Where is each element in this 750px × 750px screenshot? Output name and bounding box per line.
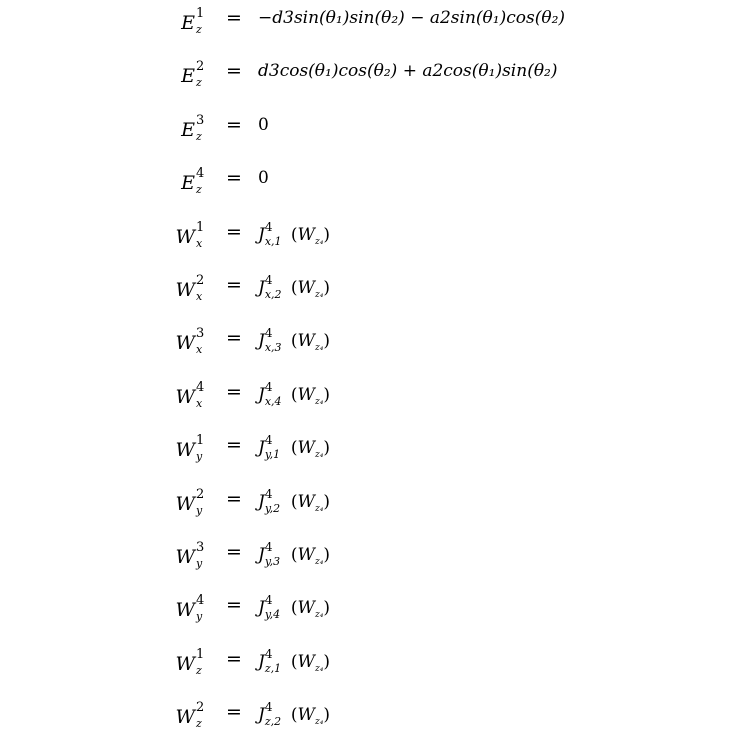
equation-row: [0, 326, 750, 366]
argument-subscript: z₄: [314, 290, 324, 300]
equals-sign: =: [226, 7, 242, 29]
argument-subscript: z₄: [314, 450, 324, 461]
open-paren: (: [290, 278, 298, 298]
jacobian-scripts: [264, 273, 291, 301]
lhs-symbol: W: [175, 706, 195, 729]
lhs-superscript: 2: [196, 486, 205, 502]
equals-sign: =: [226, 380, 242, 403]
argument-subscript: z₄: [314, 557, 324, 567]
jacobian-symbol: J: [258, 224, 265, 245]
lhs-symbol: W: [175, 439, 195, 462]
equation-rhs: [258, 647, 330, 681]
lhs-superscript: 4: [196, 593, 205, 609]
equation-row: [0, 59, 750, 99]
lhs-symbol: E: [181, 65, 195, 88]
jacobian-scripts: [264, 593, 291, 622]
equation-row: [0, 220, 750, 260]
argument-subscript: z₄: [314, 236, 324, 247]
jacobian-superscript: 4: [264, 273, 273, 287]
equation-row: [0, 540, 750, 580]
jacobian-superscript: 4: [264, 646, 273, 661]
lhs-symbol: W: [175, 279, 195, 301]
open-paren: (: [290, 545, 298, 565]
equation-row: [0, 433, 750, 473]
jacobian-scripts: [264, 433, 291, 462]
close-paren: ): [323, 278, 330, 298]
close-paren: ): [323, 491, 330, 512]
open-paren: (: [290, 384, 298, 405]
lhs-superscript: 1: [196, 646, 205, 662]
lhs-scripts: [196, 220, 210, 248]
open-paren: (: [290, 651, 298, 672]
equals-sign: =: [226, 113, 242, 136]
open-paren: (: [290, 598, 298, 619]
jacobian-subscript: x,1: [264, 234, 282, 248]
lhs-superscript: 3: [196, 326, 205, 342]
jacobian-scripts: [264, 219, 291, 248]
argument-subscript: z₄: [314, 396, 324, 407]
equation-lhs: [175, 540, 210, 569]
jacobian-symbol: J: [258, 438, 265, 459]
lhs-scripts: [196, 593, 210, 624]
jacobian-superscript: 4: [264, 326, 273, 341]
equation-lhs: [181, 166, 210, 195]
equation-row: [0, 113, 750, 153]
close-paren: ): [323, 705, 330, 726]
jacobian-symbol: J: [258, 545, 265, 565]
close-paren: ): [323, 224, 330, 245]
equation-row: [0, 647, 750, 687]
jacobian-symbol: J: [258, 278, 265, 298]
lhs-subscript: z: [196, 129, 202, 143]
lhs-symbol: W: [175, 225, 195, 248]
lhs-scripts: [196, 326, 210, 357]
equals-sign: =: [226, 327, 242, 350]
equation-lhs: [175, 487, 210, 516]
equation-lhs: [175, 700, 210, 729]
lhs-superscript: 1: [196, 6, 205, 21]
lhs-subscript: z: [196, 717, 202, 731]
jacobian-subscript: x,2: [264, 288, 282, 301]
equals-sign: =: [226, 167, 242, 190]
equation-rhs: [258, 380, 330, 414]
argument-symbol: W: [297, 491, 315, 512]
lhs-subscript: y: [196, 610, 203, 624]
lhs-scripts: [196, 166, 210, 197]
jacobian-superscript: 4: [264, 593, 273, 608]
jacobian-scripts: [264, 486, 291, 515]
lhs-symbol: E: [181, 172, 195, 195]
close-paren: ): [323, 651, 330, 672]
equation-lhs: [175, 273, 210, 302]
equation-rhs: [258, 593, 330, 627]
close-paren: ): [323, 384, 330, 405]
equation-rhs: [258, 326, 330, 360]
lhs-superscript: 3: [196, 540, 205, 555]
jacobian-superscript: 4: [264, 700, 273, 715]
jacobian-superscript: 4: [264, 379, 273, 394]
equation-lhs: [175, 647, 210, 676]
equation-lhs: [175, 326, 210, 355]
equals-sign: =: [226, 647, 242, 670]
lhs-scripts: [196, 540, 210, 568]
argument-subscript: z₄: [314, 717, 324, 728]
jacobian-superscript: 4: [264, 433, 273, 448]
open-paren: (: [290, 438, 298, 459]
lhs-subscript: z: [196, 663, 202, 677]
open-paren: (: [290, 224, 298, 245]
jacobian-scripts: [264, 326, 291, 355]
rhs-expression: −d3sin(θ₁)sin(θ₂) − a2sin(θ₁)cos(θ₂): [258, 8, 566, 28]
jacobian-scripts: [264, 646, 291, 675]
equation-rhs: [258, 540, 330, 574]
jacobian-superscript: 4: [264, 219, 273, 234]
jacobian-symbol: J: [258, 491, 265, 512]
lhs-scripts: [196, 380, 210, 408]
equation-lhs: [175, 380, 210, 409]
jacobian-subscript: y,4: [264, 608, 281, 622]
lhs-symbol: E: [181, 118, 195, 141]
equation-rhs: [258, 273, 330, 307]
lhs-subscript: x: [196, 290, 203, 303]
rhs-expression: 0: [258, 168, 269, 189]
lhs-subscript: y: [196, 557, 203, 570]
jacobian-scripts: [264, 379, 291, 408]
equals-sign: =: [226, 220, 242, 243]
lhs-subscript: x: [196, 396, 203, 410]
argument-subscript: z₄: [314, 343, 324, 354]
argument-symbol: W: [297, 545, 315, 565]
jacobian-subscript: x,4: [264, 394, 282, 408]
open-paren: (: [290, 331, 298, 352]
lhs-superscript: 1: [196, 433, 205, 449]
equation-row: [0, 166, 750, 206]
close-paren: ): [323, 598, 330, 619]
equation-lhs: [175, 593, 210, 622]
equation-row: [0, 380, 750, 420]
close-paren: ): [323, 438, 330, 459]
rhs-expression: d3cos(θ₁)cos(θ₂) + a2cos(θ₁)sin(θ₂): [258, 61, 558, 82]
equation-rhs: [258, 166, 269, 190]
lhs-scripts: [196, 113, 210, 141]
argument-symbol: W: [297, 224, 315, 245]
equation-lhs: [181, 59, 210, 88]
lhs-subscript: y: [196, 503, 203, 517]
lhs-symbol: W: [175, 332, 195, 355]
argument-symbol: W: [297, 384, 315, 405]
lhs-symbol: W: [175, 546, 195, 568]
lhs-scripts: [196, 487, 210, 515]
lhs-subscript: x: [196, 343, 203, 357]
lhs-symbol: W: [175, 492, 195, 515]
jacobian-subscript: y,1: [264, 448, 281, 462]
jacobian-superscript: 4: [264, 486, 273, 501]
jacobian-symbol: J: [258, 651, 265, 672]
jacobian-scripts: [264, 540, 291, 568]
lhs-symbol: W: [175, 652, 195, 675]
lhs-symbol: W: [175, 385, 195, 408]
equation-row: [0, 487, 750, 527]
equation-row: [0, 700, 750, 740]
equation-lhs: [181, 6, 210, 35]
argument-symbol: W: [297, 278, 315, 298]
equation-rhs: [258, 220, 330, 254]
equation-lhs: [175, 433, 210, 462]
lhs-symbol: W: [175, 599, 195, 622]
lhs-scripts: [196, 433, 210, 464]
lhs-scripts: [196, 59, 210, 90]
argument-symbol: W: [297, 598, 315, 619]
equation-row: [0, 593, 750, 633]
jacobian-symbol: J: [258, 331, 265, 352]
lhs-subscript: z: [196, 23, 202, 36]
equation-rhs: [258, 700, 330, 734]
open-paren: (: [290, 491, 298, 512]
jacobian-subscript: y,2: [264, 501, 281, 515]
lhs-symbol: E: [181, 12, 195, 34]
argument-symbol: W: [297, 331, 315, 352]
lhs-superscript: 1: [196, 219, 205, 235]
close-paren: ): [323, 545, 330, 565]
lhs-superscript: 2: [196, 59, 205, 75]
lhs-subscript: z: [196, 76, 202, 90]
argument-subscript: z₄: [314, 663, 324, 674]
equation-rhs: [258, 487, 330, 521]
argument-symbol: W: [297, 651, 315, 672]
lhs-scripts: [196, 273, 210, 301]
equals-sign: =: [226, 541, 242, 563]
jacobian-subscript: y,3: [264, 555, 281, 568]
equals-sign: =: [226, 274, 242, 296]
equation-row: [0, 6, 750, 46]
lhs-superscript: 4: [196, 166, 205, 182]
lhs-scripts: [196, 647, 210, 675]
equals-sign: =: [226, 701, 242, 724]
rhs-expression: 0: [258, 114, 269, 135]
equals-sign: =: [226, 60, 242, 83]
equals-sign: =: [226, 594, 242, 617]
argument-symbol: W: [297, 705, 315, 726]
lhs-superscript: 2: [196, 273, 205, 288]
jacobian-symbol: J: [258, 384, 265, 405]
lhs-scripts: [196, 700, 210, 731]
equation-row: [0, 273, 750, 313]
lhs-superscript: 4: [196, 379, 205, 395]
lhs-subscript: x: [196, 236, 203, 250]
argument-symbol: W: [297, 438, 315, 459]
lhs-subscript: y: [196, 450, 203, 464]
jacobian-subscript: z,1: [264, 661, 282, 675]
equals-sign: =: [226, 434, 242, 457]
lhs-superscript: 2: [196, 700, 205, 716]
equation-lhs: [175, 220, 210, 249]
open-paren: (: [290, 705, 298, 726]
lhs-superscript: 3: [196, 112, 205, 128]
close-paren: ): [323, 331, 330, 352]
equation-rhs: [258, 113, 269, 137]
equation-rhs: [258, 6, 565, 30]
jacobian-subscript: x,3: [264, 341, 282, 355]
jacobian-symbol: J: [258, 598, 265, 619]
lhs-scripts: [196, 6, 210, 34]
equation-lhs: [181, 113, 210, 142]
argument-subscript: z₄: [314, 503, 324, 514]
jacobian-scripts: [264, 700, 291, 729]
equation-rhs: [258, 59, 558, 83]
argument-subscript: z₄: [314, 610, 324, 621]
lhs-subscript: z: [196, 183, 202, 197]
equals-sign: =: [226, 487, 242, 510]
equation-rhs: [258, 433, 330, 467]
jacobian-symbol: J: [258, 705, 265, 726]
jacobian-superscript: 4: [264, 540, 273, 554]
jacobian-subscript: z,2: [264, 715, 282, 729]
